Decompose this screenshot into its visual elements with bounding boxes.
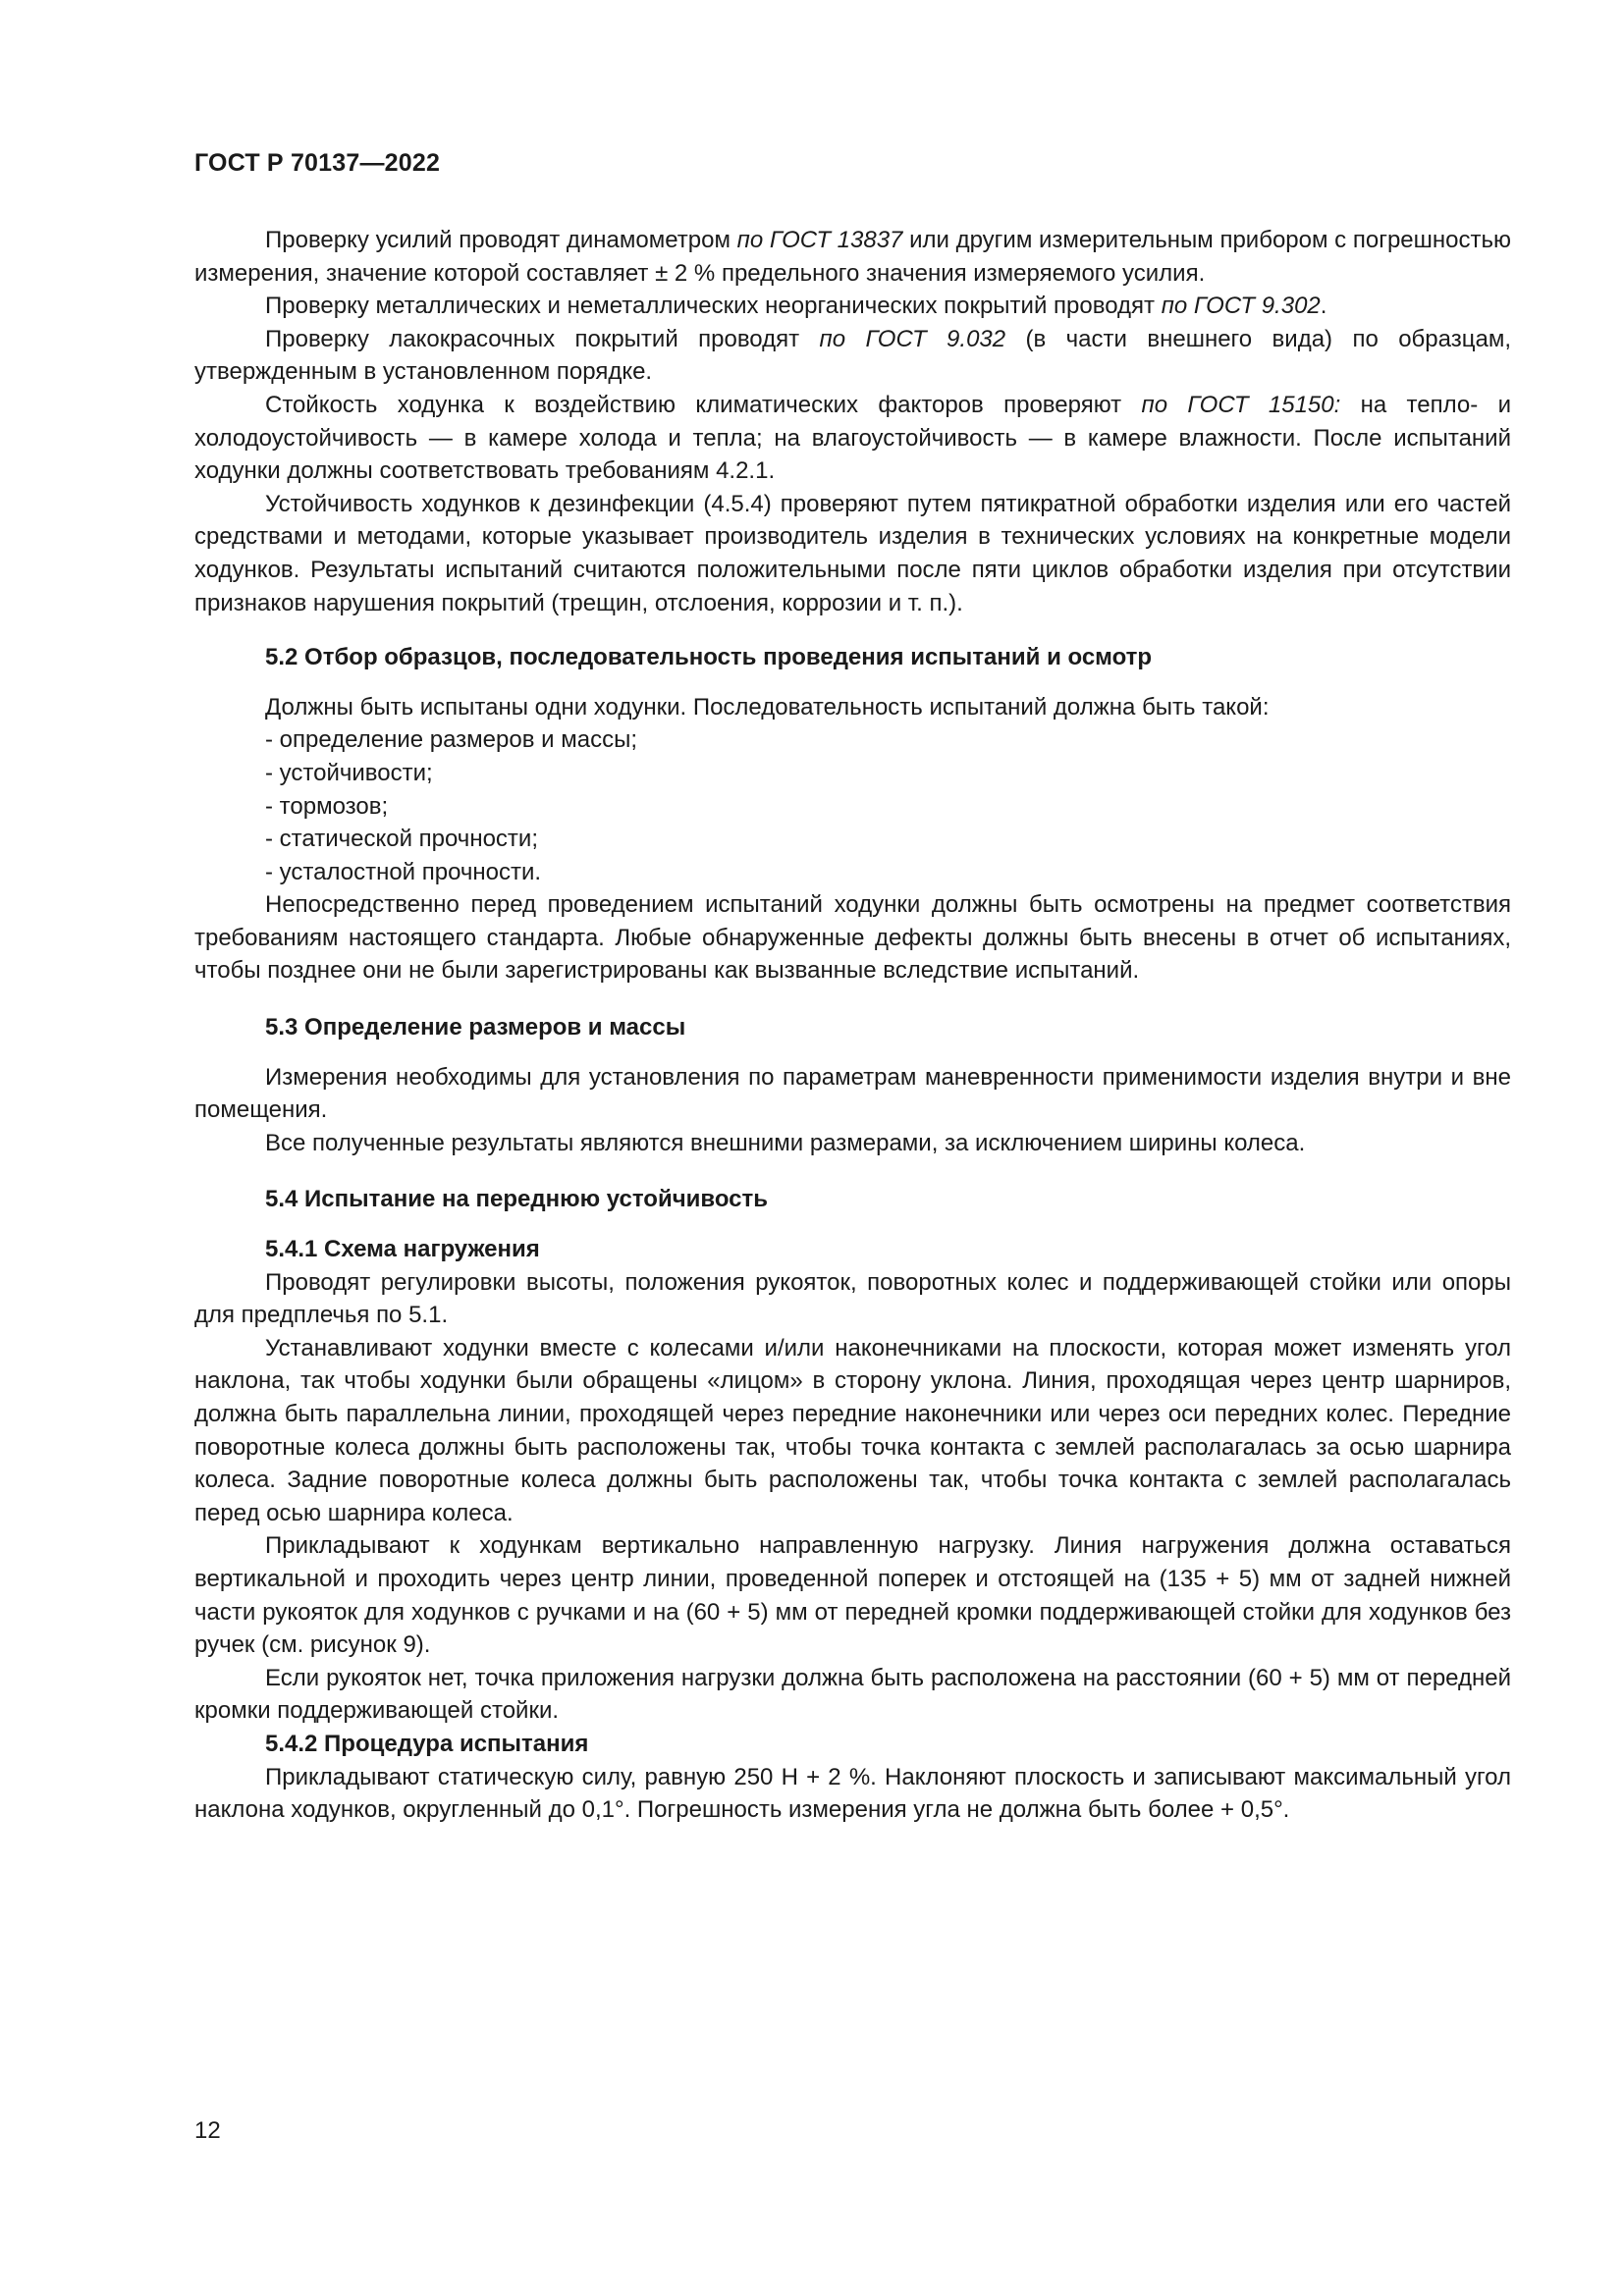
paragraph: Если рукояток нет, точка приложения нагрузки должна быть расположена на расстоянии (60 + 5) мм от передней кромки поддерживающей стойки. [194, 1664, 1511, 1725]
paragraph-text: . [1320, 293, 1327, 320]
paragraph-text: или другим измерительным прибором с погрешностью измерения, значение которой составляет ± 2 % предельного значения измеряемого усилия. [194, 227, 1511, 287]
paragraph-text: на тепло- и холодоустойчивость — в камере холода и тепла; на влагоустойчивость — в камере влажности. После испытаний ходунки должны соответствовать требованиям 4.2.1. [194, 391, 1511, 485]
list-item: - усталостной прочности. [265, 858, 542, 885]
paragraph: Устанавливают ходунки вместе с колесами и/или наконечниками на плоскости, которая может изменять угол наклона, так чтобы ходунки были обращены «лицом» в сторону уклона. Линия, проходящая через центр шарниров, должна быть параллельна линии, проходящей через передние наконечники или через оси передних колес. Передние поворотные колеса должны быть расположены так, чтобы точка контакта с землей располагалась за осью шарнира колеса. Задние поворотные колеса должны быть расположены так, чтобы точка контакта с землей располагалась перед осью шарнира колеса. [194, 1334, 1511, 1526]
subsection-heading-5-4-2: 5.4.2 Процедура испытания [265, 1730, 589, 1757]
paragraph [194, 224, 1511, 290]
section-heading-5-2: 5.2 Отбор образцов, последовательность проведения испытаний и осмотр [265, 644, 1153, 671]
document-body [194, 224, 1511, 1827]
list-item: - статической прочности; [265, 826, 538, 853]
paragraph [194, 290, 1511, 323]
paragraph-text: Проверку металлических и неметаллических неорганических покрытий проводят [265, 293, 1162, 320]
list-item: - устойчивости; [265, 759, 433, 786]
paragraph-text: Проверку усилий проводят динамометром [265, 227, 737, 253]
standard-reference: по ГОСТ 9.032 [819, 325, 1006, 352]
paragraph: Проводят регулировки высоты, положения рукояток, поворотных колес и поддерживающей стойки или опоры для предплечья по 5.1. [194, 1268, 1511, 1329]
paragraph: Прикладывают к ходункам вертикально направленную нагрузку. Линия нагружения должна оставаться вертикальной и проходить через центр линии, проведенной поперек и отстоящей на (135 + 5) мм от задней нижней части рукояток для ходунков с ручками и на (60 + 5) мм от передней кромки поддерживающей стойки для ходунков без ручек (см. рисунок 9). [194, 1532, 1511, 1659]
list-item: - определение размеров и массы; [265, 726, 637, 754]
page-number: 12 [194, 2117, 221, 2144]
paragraph: Прикладывают статическую силу, равную 250 Н + 2 %. Наклоняют плоскость и записывают максимальный угол наклона ходунков, округленный до 0,1°. Погрешность измерения угла не должна быть более + 0,5°. [194, 1763, 1511, 1824]
section-heading-5-4: 5.4 Испытание на переднюю устойчивость [265, 1186, 769, 1213]
paragraph [194, 389, 1511, 488]
test-sequence-list [194, 723, 1511, 888]
paragraph: Должны быть испытаны одни ходунки. Последовательность испытаний должна быть такой: [265, 693, 1270, 721]
paragraph-text: (в части внешнего вида) по образцам, утвержденным в установленном порядке. [194, 325, 1511, 386]
standard-reference: по ГОСТ 9.302 [1161, 293, 1321, 320]
paragraph-text: Проверку лакокрасочных покрытий проводят [265, 325, 820, 352]
paragraph: Непосредственно перед проведением испытаний ходунки должны быть осмотрены на предмет соответствия требованиям настоящего стандарта. Любые обнаруженные дефекты должны быть внесены в отчет об испытаниях, чтобы позднее они не были зарегистрированы как вызванные вследствие испытаний. [194, 891, 1511, 985]
section-heading-5-3: 5.3 Определение размеров и массы [265, 1014, 686, 1041]
standard-reference: по ГОСТ 13837 [736, 227, 903, 253]
paragraph: Все полученные результаты являются внешними размерами, за исключением ширины колеса. [265, 1129, 1306, 1156]
paragraph [194, 323, 1511, 389]
subsection-heading-5-4-1: 5.4.1 Схема нагружения [265, 1236, 540, 1263]
list-item: - тормозов; [265, 792, 389, 820]
document-header: ГОСТ Р 70137—2022 [194, 149, 441, 177]
paragraph-text: Стойкость ходунка к воздействию климатических факторов проверяют [265, 391, 1142, 418]
paragraph: Устойчивость ходунков к дезинфекции (4.5.4) проверяют путем пятикратной обработки изделия или его частей средствами и методами, которые указывает производитель изделия в технических условиях на конкретные модели ходунков. Результаты испытаний считаются положительными после пяти циклов обработки изделия при отсутствии признаков нарушения покрытий (трещин, отслоения, коррозии и т. п.). [194, 490, 1511, 616]
standard-reference: по ГОСТ 15150: [1141, 391, 1341, 418]
paragraph: Измерения необходимы для установления по параметрам маневренности применимости изделия внутри и вне помещения. [194, 1063, 1511, 1124]
